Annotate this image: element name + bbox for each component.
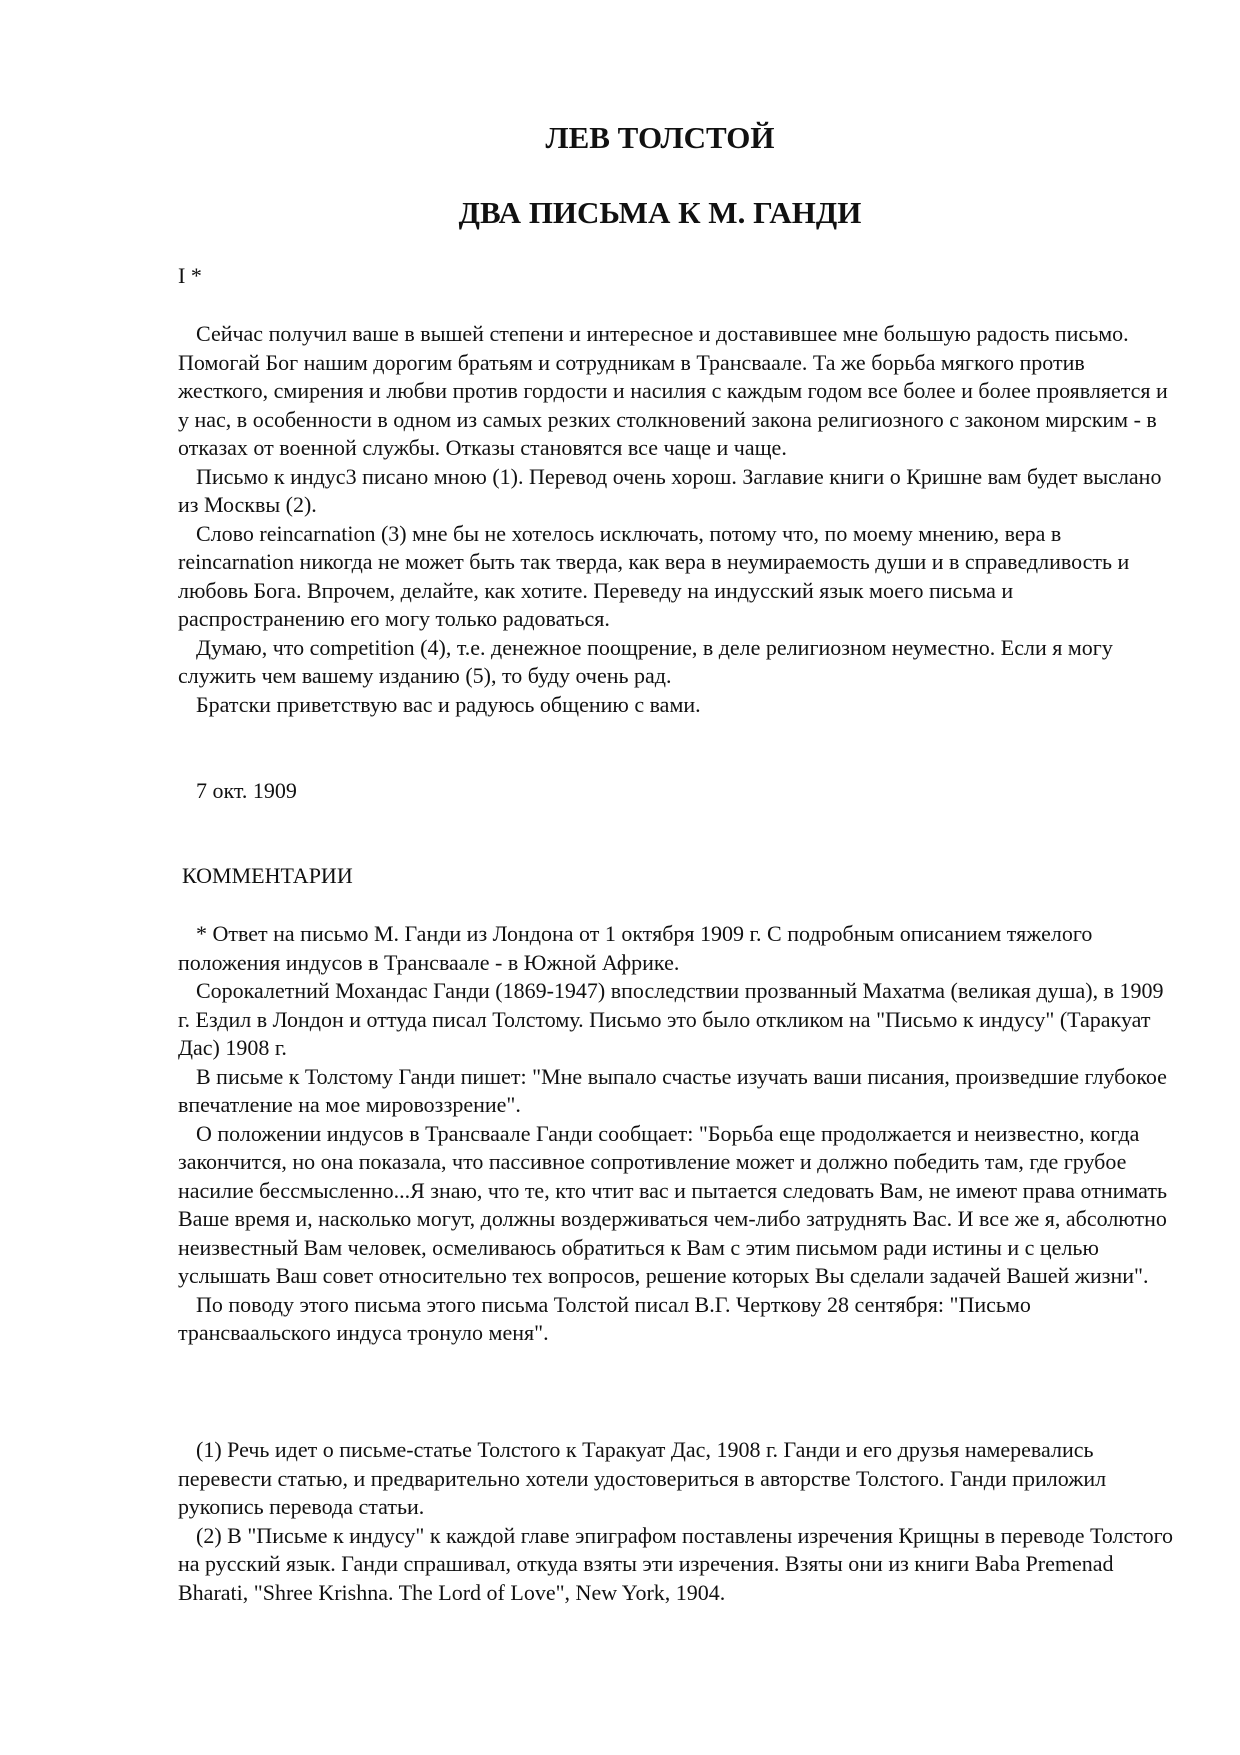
section-number: I * xyxy=(178,263,202,288)
footnote: (2) В "Письме к индусу" к каждой главе эпиграфом поставлены изречения Крищны в переводе Толстого на русский язык. Ганди спрашивал, откуда взяты эти изречения. Взяты они из книги Baba Premenad Bharati, "Shree Krishna. The Lord of Love", New York, 1904. xyxy=(178,1522,1174,1605)
comment-paragraph: * Ответ на письмо М. Ганди из Лондона от 1 октября 1909 г. С подробным описанием тяжелого положения индусов в Трансваале - в Южной Африке. xyxy=(178,921,1093,975)
letter-body xyxy=(178,320,1178,719)
author-heading: ЛЕВ ТОЛСТОЙ xyxy=(545,120,775,155)
footnote: (1) Речь идет о письме-статье Толстого к Таракуат Дас, 1908 г. Ганди и его друзья намеревались перевести статью, и предварительно хотели удостовериться в авторстве Толстого. Ганди приложил рукопись перевода статьи. xyxy=(178,1437,1107,1519)
footnotes-body xyxy=(178,1436,1178,1607)
comment-paragraph: В письме к Толстому Ганди пишет: "Мне выпало счастье изучать ваши писания, произведшие глубокое впечатление на мое мировоззрение". xyxy=(178,1063,1167,1117)
comments-body xyxy=(178,920,1178,1348)
comment-paragraph: Сорокалетний Мохандас Ганди (1869-1947) впоследствии прозванный Махатма (великая душа), в 1909 г. Ездил в Лондон и оттуда писал Толстому. Письмо это было откликом на "Письмо к индусу" (Таракуат Дас) 1908 г. xyxy=(178,978,1164,1060)
comment-paragraph: По поводу этого письма этого письма Толстой писал В.Г. Черткову 28 сентября: "Письмо трансваальского индуса тронуло меня". xyxy=(178,1291,1031,1345)
comments-heading: КОММЕНТАРИИ xyxy=(182,863,353,888)
letter-paragraph: Сейчас получил ваше в вышей степени и интересное и доставившее мне большую радость письмо. Помогай Бог нашим дорогим братьям и сотрудникам в Трансваале. Та же борьба мягкого против жесткого, смирения и любви против гордости и насилия с каждым годом все более и более проявляется и у нас, в особенности в одном из самых резких столкновений закона религиозного с законом мирским - в отказах от военной службы. Отказы становятся все чаще и чаще. xyxy=(178,321,1168,460)
document-title: ДВА ПИСЬМА К М. ГАНДИ xyxy=(458,195,862,230)
letter-paragraph: Письмо к индус3 писано мною (1). Перевод очень хорош. Заглавие книги о Кришне вам будет выслано из Москвы (2). xyxy=(178,463,1162,517)
letter-date: 7 окт. 1909 xyxy=(196,778,297,803)
comment-paragraph: О положении индусов в Трансваале Ганди сообщает: "Борьба еще продолжается и неизвестно, когда закончится, но она показала, что пассивное сопротивление может и должно победить там, где грубое насилие бессмысленно...Я знаю, что те, кто чтит вас и пытается следовать Вам, не имеют права отнимать Ваше время и, насколько могут, должны воздерживаться чем-либо затруднять Вас. И все же я, абсолютно неизвестный Вам человек, осмеливаюсь обратиться к Вам с этим письмом ради истины и с целью услышать Ваш совет относительно тех вопросов, решение которых Вы сделали задачей Вашей жизни". xyxy=(178,1120,1167,1288)
letter-paragraph: Слово reincarnation (3) мне бы не хотелось исключать, потому что, по моему мнению, вера в reincarnation никогда не может быть так тверда, как вера в неумираемость души и в справедливость и любовь Бога. Впрочем, делайте, как хотите. Переведу на индусский язык моего письма и распространению его могу только радоваться. xyxy=(178,520,1130,631)
letter-paragraph: Братски приветствую вас и радуюсь общению с вами. xyxy=(196,691,701,717)
letter-paragraph: Думаю, что competition (4), т.е. денежное поощрение, в деле религиозном неуместно. Если я могу служить чем вашему изданию (5), то буду очень рад. xyxy=(178,634,1113,688)
letter-date-block xyxy=(178,777,1178,806)
